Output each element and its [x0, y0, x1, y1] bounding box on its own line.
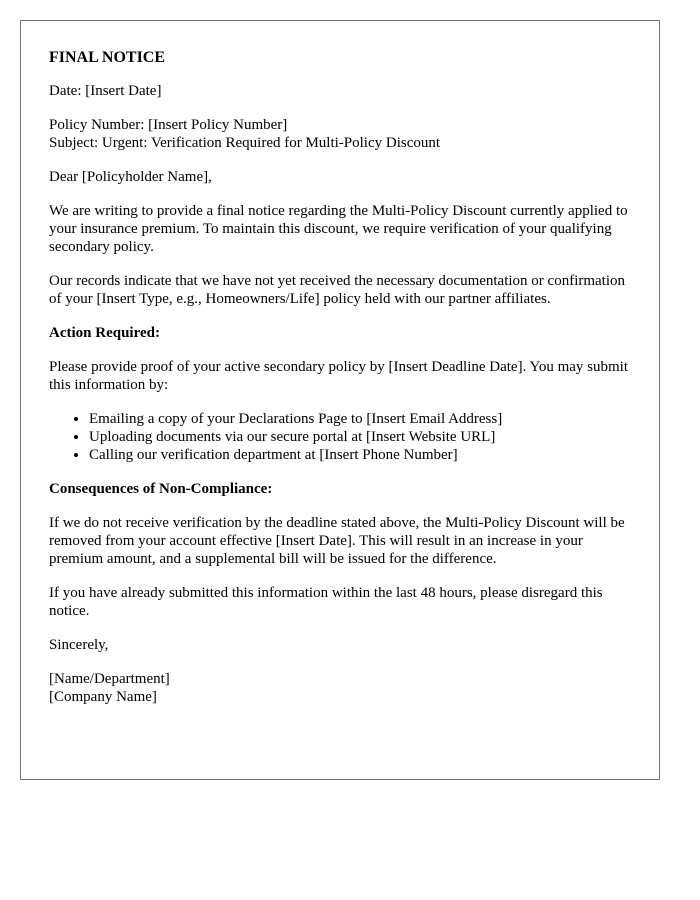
- disregard-paragraph: If you have already submitted this information within the last 48 hours, please disregard this notice.: [49, 585, 603, 619]
- intro-paragraph: We are writing to provide a final notice regarding the Multi-Policy Discount currently applied to your insurance premium. To maintain this discount, we require verification of your qualifying secondary policy.: [49, 203, 628, 255]
- closing: Sincerely,: [49, 637, 109, 653]
- action-list: [49, 410, 631, 464]
- records-paragraph: Our records indicate that we have not yet received the necessary documentation or confirmation of your [Insert Type, e.g., Homeowners/Life] policy held with our partner affiliates.: [49, 273, 626, 307]
- policy-info: [49, 116, 631, 152]
- signature-company: [Company Name]: [49, 689, 157, 705]
- consequences-paragraph: If we do not receive verification by the deadline stated above, the Multi-Policy Discount will be removed from your account effective [Insert Date]. This will result in an increase in your premium amount, and a supplemental bill will be issued for the difference.: [49, 515, 625, 567]
- notice-title: FINAL NOTICE: [49, 49, 166, 66]
- salutation: Dear [Policyholder Name],: [49, 169, 212, 185]
- list-item: • Calling our verification department at [Insert Phone Number]: [89, 446, 631, 464]
- date-line: Date: [Insert Date]: [49, 83, 162, 99]
- action-required-heading: Action Required:: [49, 325, 160, 341]
- signature-block: [49, 670, 631, 706]
- policy-number-line: Policy Number: [Insert Policy Number]: [49, 117, 288, 133]
- consequences-heading: Consequences of Non-Compliance:: [49, 481, 273, 497]
- letter-container: [20, 20, 660, 780]
- subject-line: Subject: Urgent: Verification Required for Multi-Policy Discount: [49, 135, 441, 151]
- action-paragraph: Please provide proof of your active secondary policy by [Insert Deadline Date]. You may submit this information by:: [49, 359, 629, 393]
- signature-name: [Name/Department]: [49, 671, 170, 687]
- list-item: • Emailing a copy of your Declarations Page to [Insert Email Address]: [89, 410, 631, 428]
- list-item: • Uploading documents via our secure portal at [Insert Website URL]: [89, 428, 631, 446]
